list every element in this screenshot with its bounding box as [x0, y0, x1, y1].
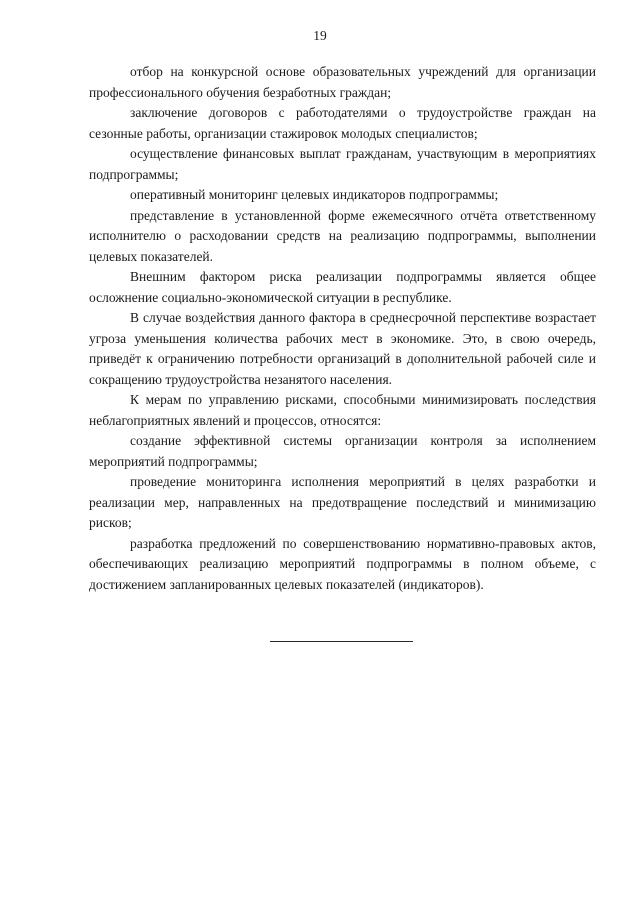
paragraph-4: оперативный мониторинг целевых индикаторов подпрограммы; [130, 187, 499, 202]
page-number: 19 [313, 28, 327, 43]
paragraph-9: создание эффективной системы организации контроля за исполнением мероприятий подпрограммы; [89, 433, 596, 469]
paragraph-10: проведение мониторинга исполнения мероприятий в целях разработки и реализации мер, направленных на предотвращение последствий и минимизацию рисков; [89, 474, 596, 530]
paragraph-7: В случае воздействия данного фактора в среднесрочной перспективе возрастает угроза уменьшения количества рабочих мест в экономике. Это, в свою очередь, приведёт к ограничению потребности организаций в дополнительной рабочей силе и сокращению трудоустройства незанятого населения. [89, 310, 596, 387]
paragraph-11: разработка предложений по совершенствованию нормативно-правовых актов, обеспечивающих реализацию мероприятий подпрограммы в полном объеме, с достижением запланированных целевых показателей (индикаторов). [89, 535, 596, 592]
document-body [89, 62, 596, 595]
paragraph-3: осуществление финансовых выплат гражданам, участвующим в мероприятиях подпрограммы; [89, 146, 596, 182]
paragraph-5: представление в установленной форме ежемесячного отчёта ответственному исполнителю о расходовании средств на реализацию подпрограммы, выполнении целевых показателей. [89, 207, 596, 264]
end-of-document-rule [270, 641, 413, 642]
paragraph-2: заключение договоров с работодателями о трудоустройстве граждан на сезонные работы, организации стажировок молодых специалистов; [89, 105, 596, 141]
paragraph-8: К мерам по управлению рисками, способными минимизировать последствия неблагоприятных явлений и процессов, относятся: [89, 392, 596, 428]
paragraph-6: Внешним фактором риска реализации подпрограммы является общее осложнение социально-экономической ситуации в республике. [89, 269, 596, 305]
paragraph-1: отбор на конкурсной основе образовательных учреждений для организации профессионального обучения безработных граждан; [89, 64, 596, 100]
